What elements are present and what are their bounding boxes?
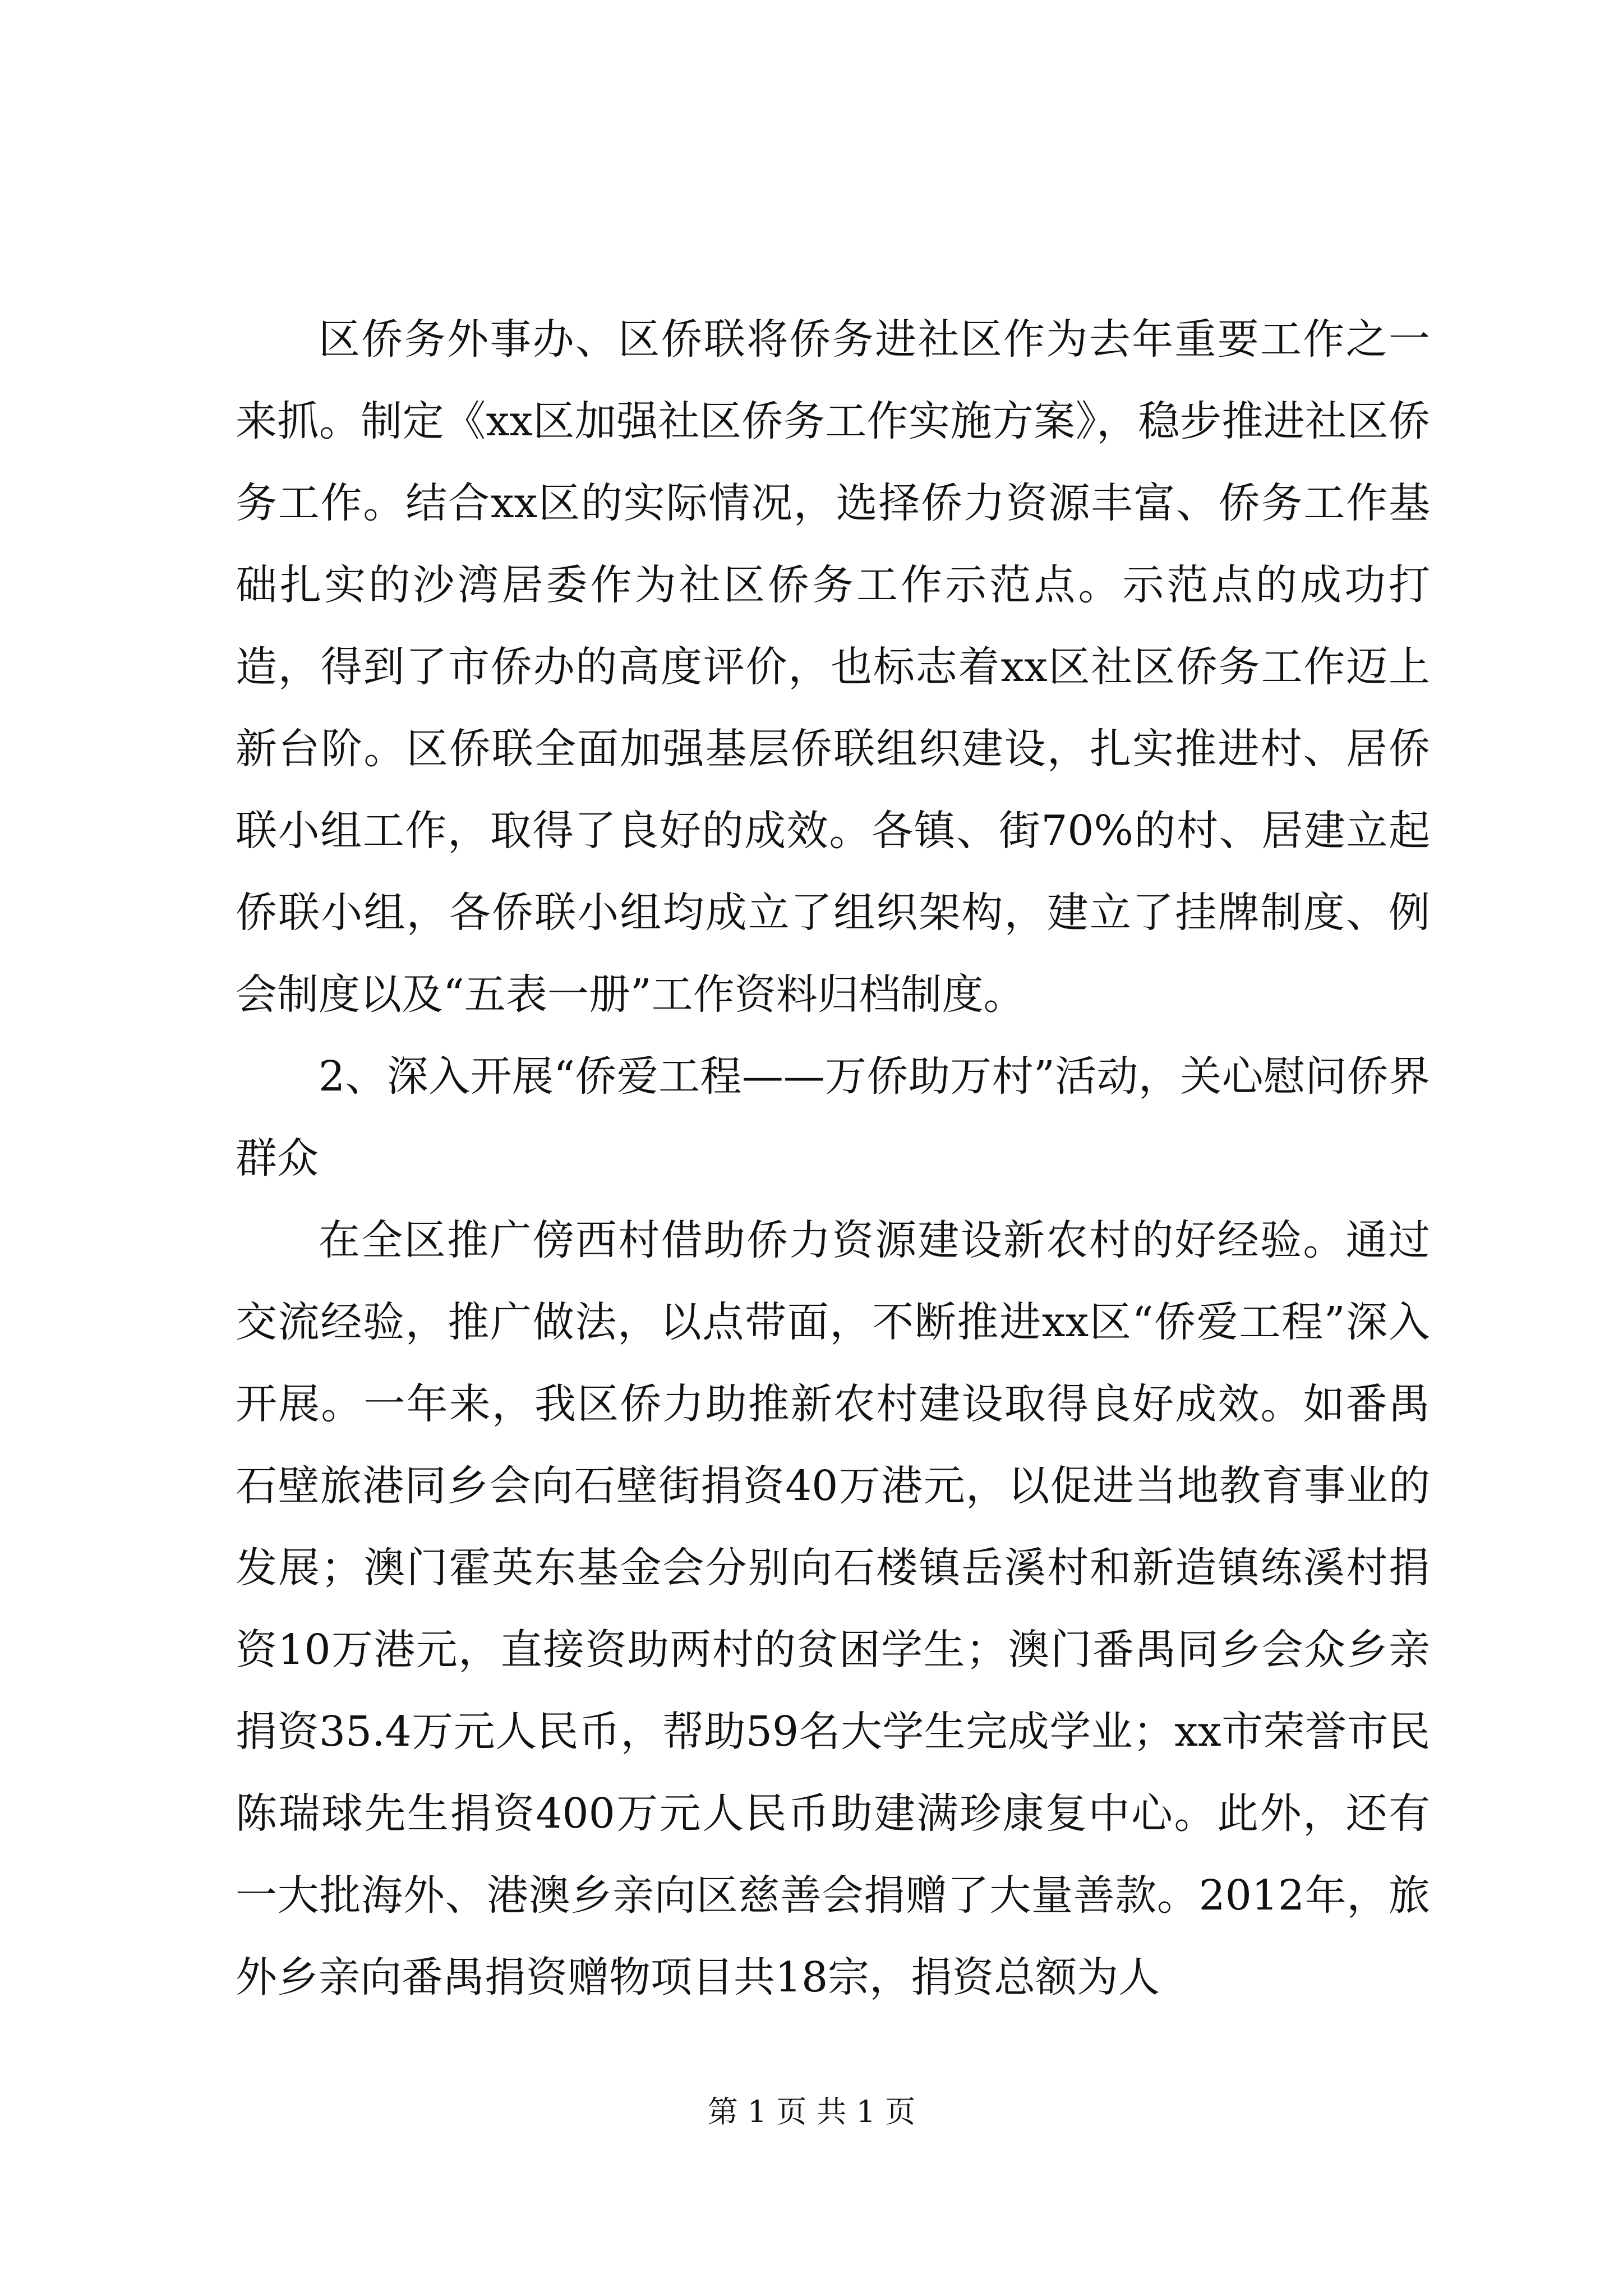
section-heading-qiaoai-project: 2、深入开展“侨爱工程——万侨助万村”活动，关心慰问侨界群众 [236,1052,1430,1182]
paragraph-new-village-donations: 在全区推广傍西村借助侨力资源建设新农村的好经验。通过交流经验，推广做法，以点带面，不断推进xx区“侨爱工程”深入开展。一年来，我区侨力助推新农村建设取得良好成效。如番禺石壁旅港同乡会向石壁街捐资40万港元，以促进当地教育事业的发展；澳门霍英东基金会分别向石楼镇岳溪村和新造镇练溪村捐资10万港元，直接资助两村的贫困学生；澳门番禺同乡会众乡亲捐资35.4万元人民币，帮助59名大学生完成学业；xx市荣誉市民陈瑞球先生捐资400万元人民币助建满珍康复中心。此外，还有一大批海外、港澳乡亲向区慈善会捐赠了大量善款。2012年，旅外乡亲向番禺捐资赠物项目共18宗，捐资总额为人 [236,1216,1430,2001]
paragraph-community-overseas-work: 区侨务外事办、区侨联将侨务进社区作为去年重要工作之一来抓。制定《xx区加强社区侨务工作实施方案》，稳步推进社区侨务工作。结合xx区的实际情况，选择侨力资源丰富、侨务工作基础扎实的沙湾居委作为社区侨务工作示范点。示范点的成功打造，得到了市侨办的高度评价，也标志着xx区社区侨务工作迈上新台阶。区侨联全面加强基层侨联组织建设，扎实推进村、居侨联小组工作，取得了良好的成效。各镇、街70%的村、居建立起侨联小组，各侨联小组均成立了组织架构，建立了挂牌制度、例会制度以及“五表一册”工作资料归档制度。 [236,315,1430,1019]
page-footer: 第 1 页 共 1 页 [707,2094,916,2129]
document-body [236,298,1430,2018]
